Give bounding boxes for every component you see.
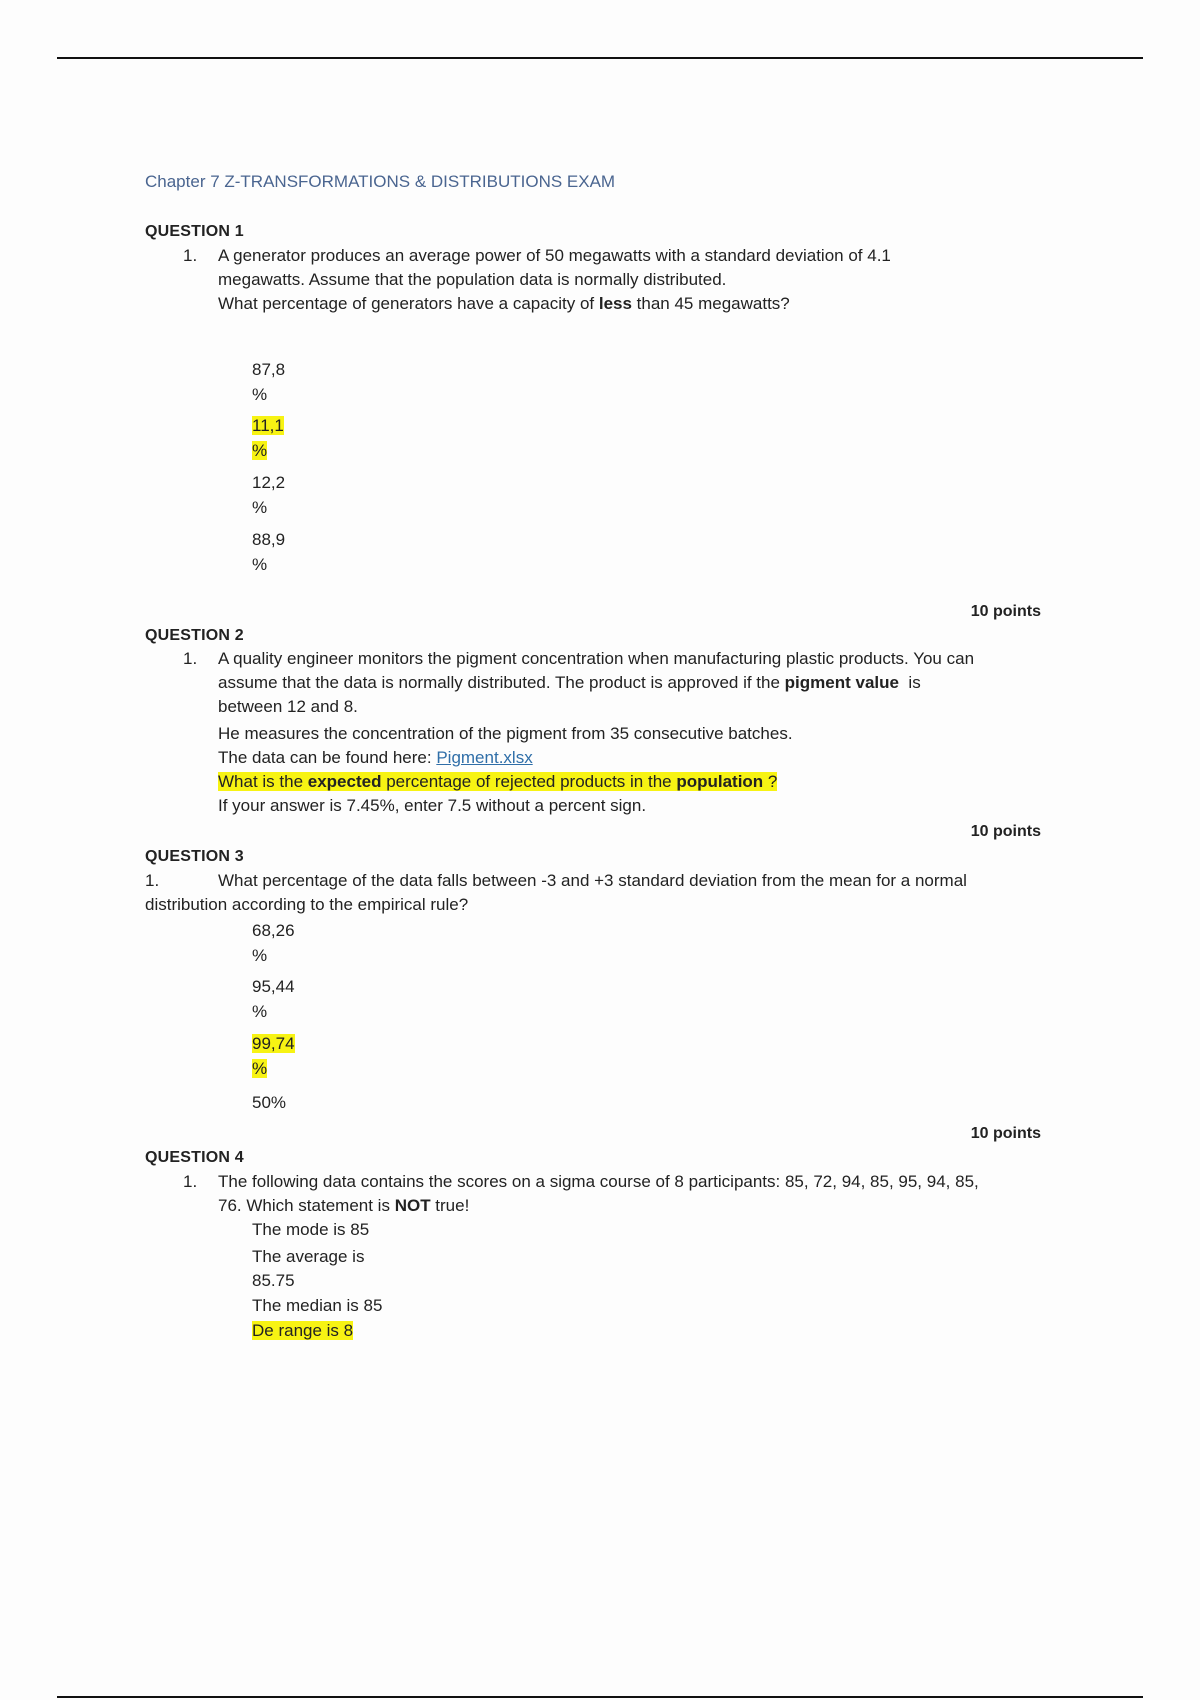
question-1-option-1[interactable]: 87,8 % [252,360,286,404]
question-4-heading: QUESTION 4 [145,1149,244,1166]
page-title: Chapter 7 Z-TRANSFORMATIONS & DISTRIBUTIONS EXAM [145,172,616,191]
question-1-text-line-2: megawatts. Assume that the population data is normally distributed. [218,270,727,289]
question-4-option-4-selected[interactable]: De range is 8 [252,1321,354,1340]
question-4-text-line-1: The following data contains the scores on a sigma course of 8 participants: 85, 72, 94, 85, 95, 94, 85, [218,1172,979,1191]
question-4-number: 1. [183,1172,198,1191]
question-2-points: 10 points [970,823,1041,840]
question-3-heading: QUESTION 3 [145,848,244,865]
question-3-text-line-2: distribution according to the empirical rule? [145,895,469,914]
question-1-heading: QUESTION 1 [145,223,244,240]
question-1-option-2-selected[interactable]: 11,1 % [252,416,284,460]
question-2-text-line-3: between 12 and 8. [218,697,358,716]
question-1-option-4[interactable]: 88,9 % [252,530,286,574]
question-1-points: 10 points [970,603,1041,620]
question-3-option-1[interactable]: 68,26 % [252,921,295,965]
question-2-text-line-5: The data can be found here: Pigment.xlsx [218,748,533,767]
question-4-option-1[interactable]: The mode is 85 [252,1220,370,1239]
question-3-option-2[interactable]: 95,44 % [252,977,295,1021]
question-4-option-3[interactable]: The median is 85 [252,1296,383,1315]
question-4-text-line-2: 76. Which statement is NOT true! [218,1196,470,1215]
top-rule [57,57,1143,59]
question-2-heading: QUESTION 2 [145,627,244,644]
question-1-number: 1. [183,246,198,265]
bottom-rule [57,1696,1143,1698]
question-3-number: 1. [145,871,160,890]
question-1-text-line-3: What percentage of generators have a capacity of less than 45 megawatts? [218,294,790,313]
question-3-text-line-1: What percentage of the data falls between -3 and +3 standard deviation from the mean for a normal [218,871,967,890]
question-1-text-line-1: A generator produces an average power of 50 megawatts with a standard deviation of 4.1 [218,246,891,265]
question-2-number: 1. [183,649,198,668]
question-3-option-4[interactable]: 50% [252,1093,287,1112]
question-2-text-line-2: assume that the data is normally distributed. The product is approved if the pigment value is [218,673,921,692]
question-3-points: 10 points [970,1125,1041,1142]
question-4-option-2[interactable]: The average is 85.75 [252,1247,365,1290]
question-2-instruction: If your answer is 7.45%, enter 7.5 without a percent sign. [218,796,647,815]
question-1-option-3[interactable]: 12,2 % [252,473,286,517]
pigment-file-link[interactable]: Pigment.xlsx [436,748,533,767]
question-2-text-line-1: A quality engineer monitors the pigment concentration when manufacturing plastic products. You can [218,649,975,668]
question-2-text-line-4: He measures the concentration of the pigment from 35 consecutive batches. [218,724,793,743]
question-3-option-3-selected[interactable]: 99,74 % [252,1034,295,1078]
question-2-highlighted-question: What is the expected percentage of rejected products in the population ? [218,772,778,791]
